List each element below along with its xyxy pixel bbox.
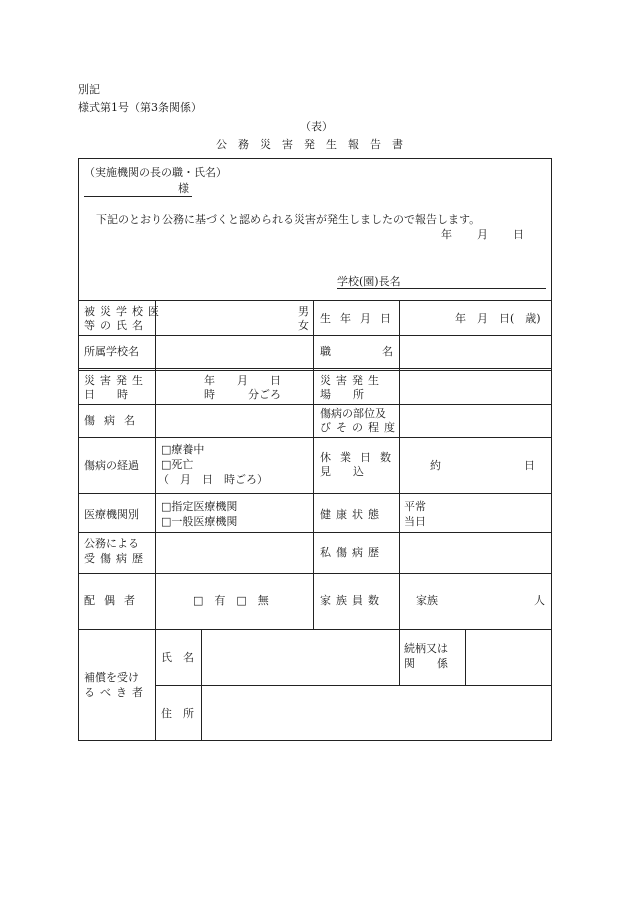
addressee-line	[84, 196, 192, 197]
principal-line	[337, 288, 546, 289]
disaster-date-line-2: 時 分ごろ	[204, 388, 281, 401]
job-label-2: 名	[382, 345, 393, 358]
disaster-date-label-1: 災害発生	[84, 374, 148, 387]
course-option-treatment: □療養中	[161, 443, 205, 456]
medical-label: 医療機関別	[84, 508, 139, 521]
private-injury-label: 私傷病歴	[320, 546, 384, 559]
spouse-label: 配偶者	[84, 594, 144, 607]
health-label: 健康状態	[320, 508, 384, 521]
disaster-place-label-1: 災害発生	[320, 374, 384, 387]
injury-name-label: 傷病名	[84, 414, 144, 427]
leave-label-1: 休業日数	[320, 451, 400, 464]
report-date-day: 日	[513, 228, 524, 241]
leave-about: 約	[430, 459, 441, 472]
form-number: 様式第1号（第3条関係）	[78, 101, 202, 114]
course-death-time: （ 月 日 時ごろ）	[158, 473, 268, 486]
addressee-label: （実施機関の長の職・氏名）	[84, 166, 227, 179]
leave-day-unit: 日	[524, 459, 535, 472]
work-injury-history-label-2: 受傷病歴	[84, 552, 148, 565]
principal-label: 学校(園)長名	[337, 275, 401, 288]
family-count-label: 家族員数	[320, 594, 384, 607]
disaster-date-line-1: 年 月 日	[204, 374, 281, 387]
victim-label-1: 被災学校医	[84, 305, 164, 318]
family-prefix: 家族	[416, 594, 438, 607]
relation-label-2: 関 係	[404, 657, 448, 670]
recipient-address-label: 住 所	[161, 707, 194, 720]
work-injury-history-label-1: 公務による	[84, 537, 139, 550]
male-label: 男	[298, 305, 309, 318]
family-unit: 人	[534, 594, 545, 607]
health-on-day: 当日	[404, 515, 426, 528]
job-label-1: 職	[320, 345, 331, 358]
disaster-place-label-2: 場 所	[320, 388, 364, 401]
school-label: 所属学校名	[84, 345, 139, 358]
report-date-year: 年	[441, 228, 452, 241]
honorific: 様	[178, 182, 189, 195]
spouse-value: □ 有 □ 無	[193, 594, 269, 607]
document-title: 公 務 災 害 発 生 報 告 書	[216, 138, 403, 151]
injury-part-label-2: びその程度	[320, 421, 400, 434]
victim-label-2: 等の氏名	[84, 319, 148, 332]
compensation-label-2: るべき者	[84, 686, 148, 699]
report-statement: 下記のとおり公務に基づくと認められる災害が発生しましたので報告します。	[96, 213, 481, 226]
birthdate-value: 年 月 日( 歳)	[455, 312, 541, 325]
compensation-label-1: 補償を受け	[84, 671, 139, 684]
relation-label-1: 続柄又は	[404, 642, 448, 655]
course-label: 傷病の経過	[84, 459, 139, 472]
injury-part-label-1: 傷病の部位及	[320, 407, 386, 420]
birthdate-label: 生年月日	[320, 312, 400, 325]
course-option-death: □死亡	[161, 458, 194, 471]
appendix-label: 別記	[78, 83, 100, 96]
disaster-date-label-2: 日 時	[84, 388, 128, 401]
recipient-name-label: 氏 名	[161, 651, 194, 664]
medical-option-general: □一般医療機関	[161, 515, 238, 528]
female-label: 女	[298, 319, 309, 332]
side-label: （表）	[300, 120, 333, 133]
report-date-month: 月	[477, 228, 488, 241]
medical-option-designated: □指定医療機関	[161, 500, 238, 513]
leave-label-2: 見 込	[320, 465, 364, 478]
health-normal: 平常	[404, 500, 426, 513]
